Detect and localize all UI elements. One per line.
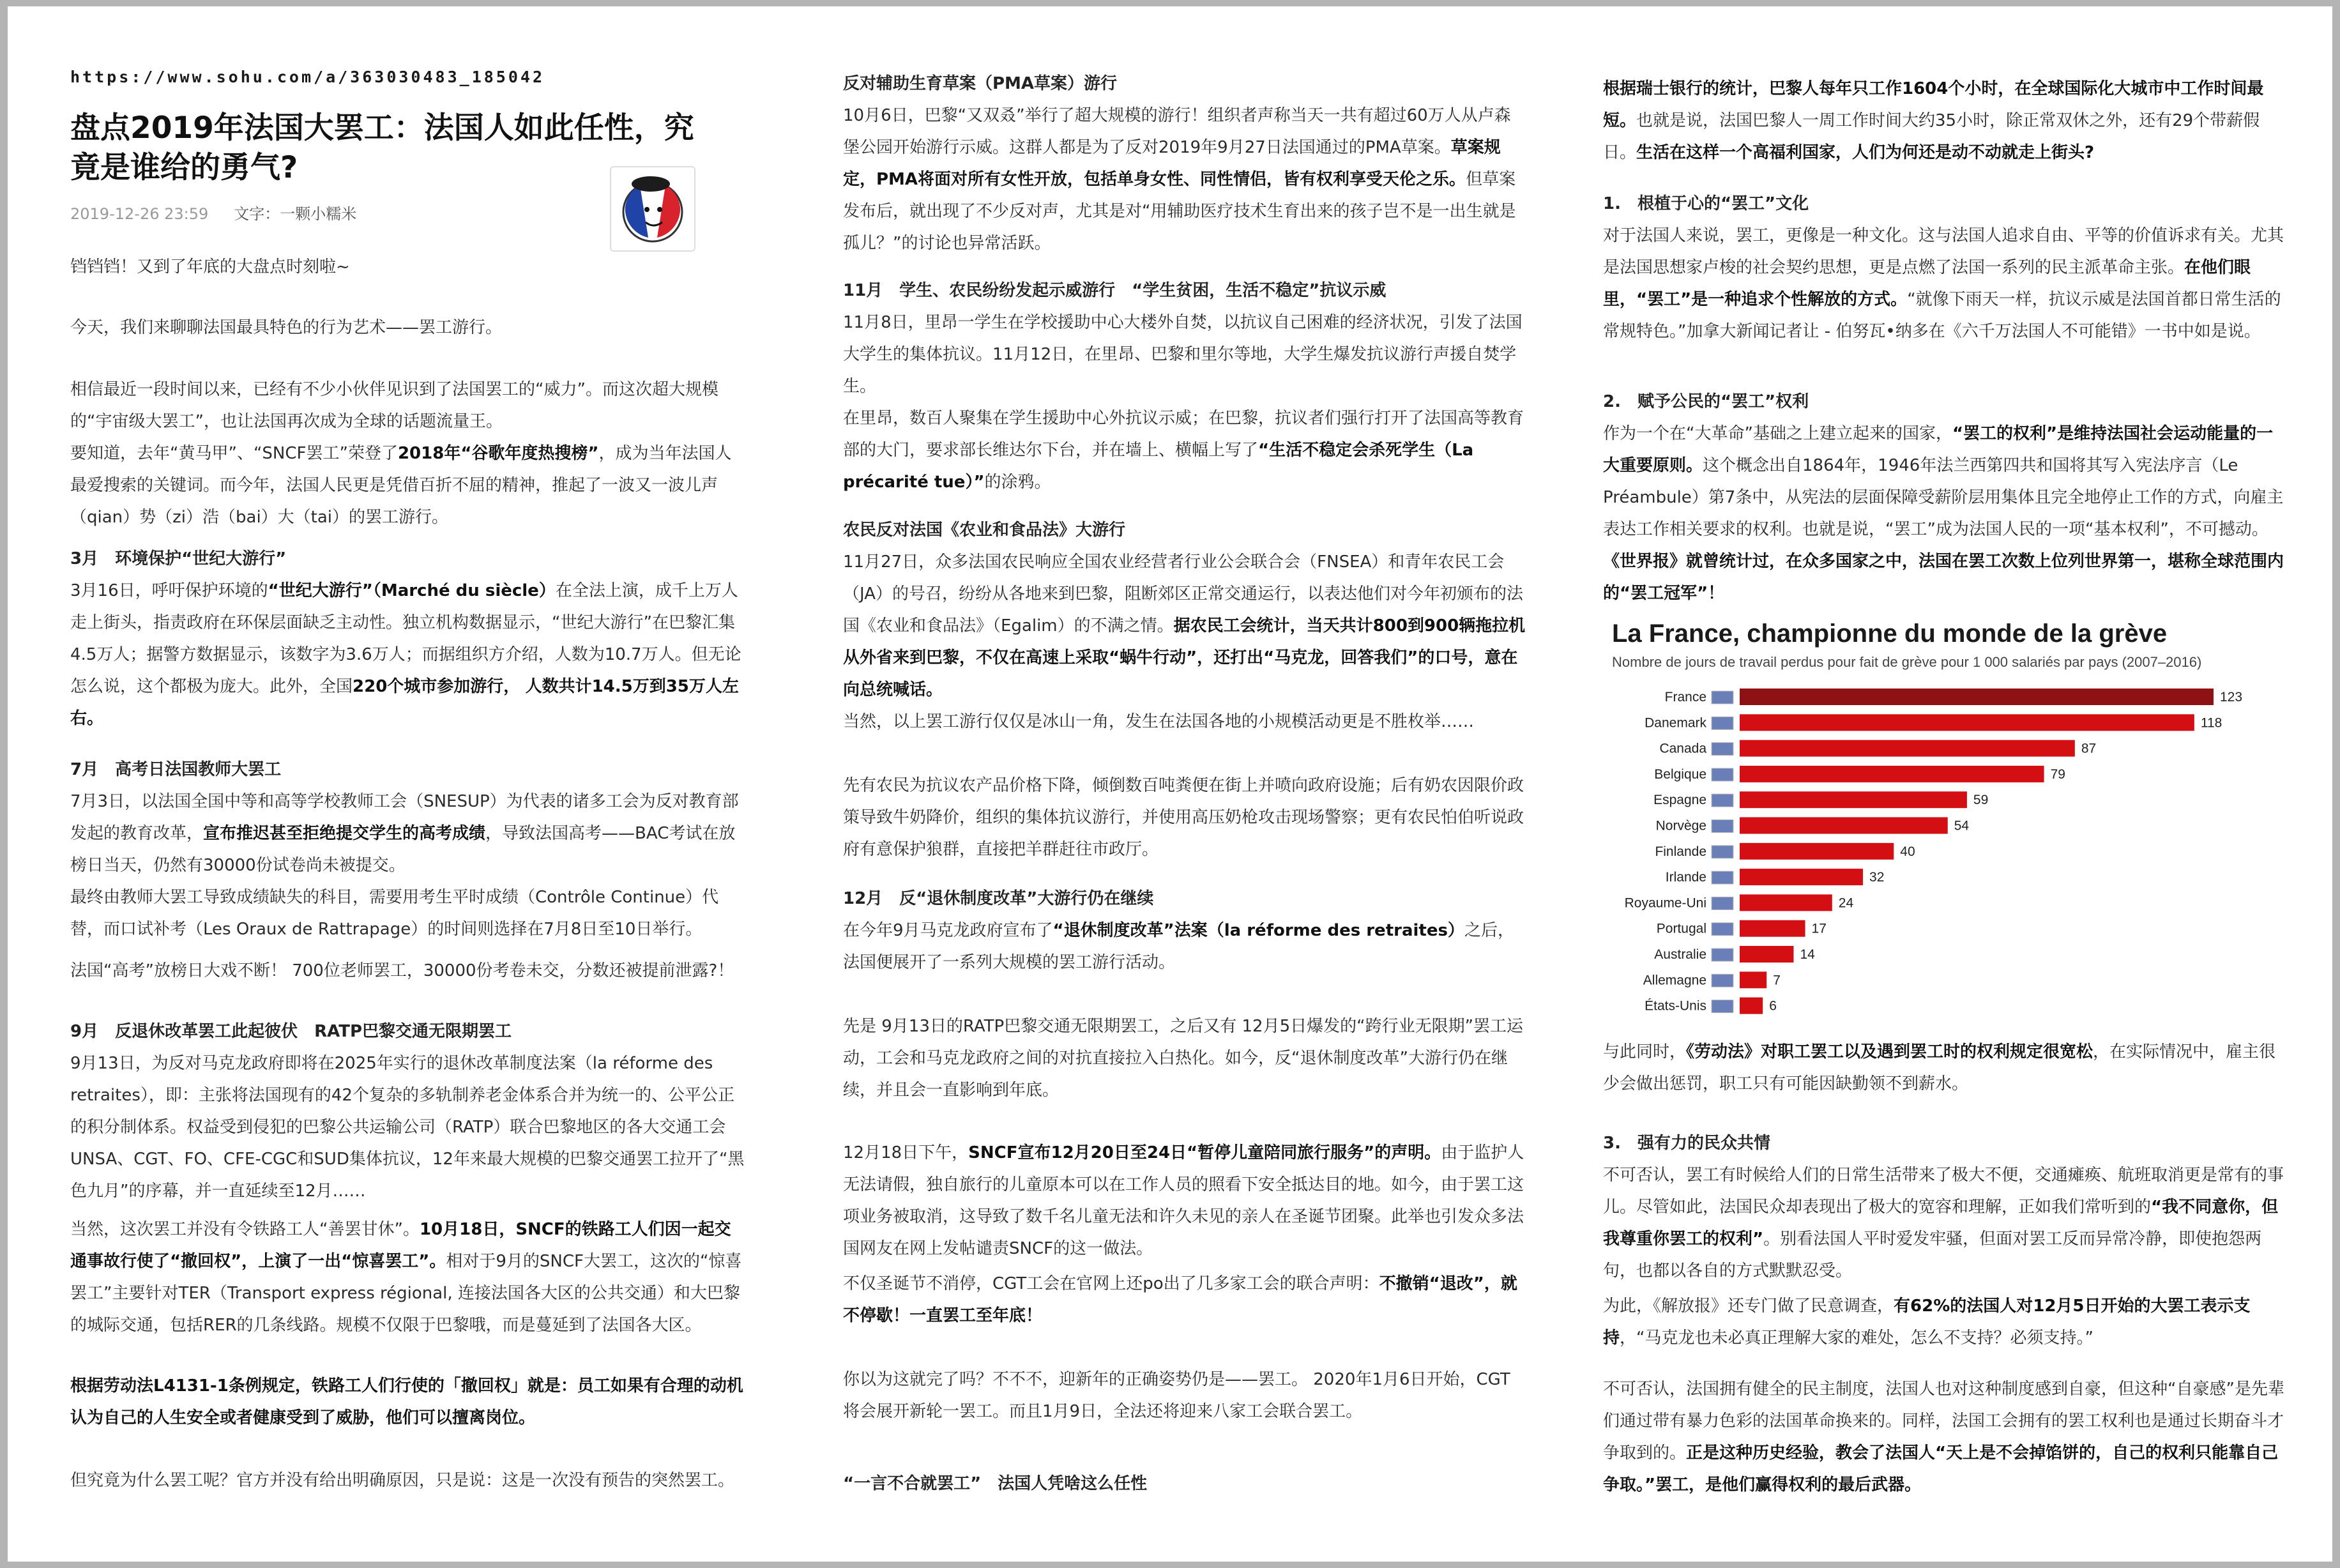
november-paragraph-2: 在里昂，数百人聚集在学生援助中心外抗议示威；在巴黎，抗议者们强行打开了法国高等教育部的大门，要求部长维达尔下台，并在墙上、横幅上写了“生活不稳定会杀死学生（La précarité tue）”的涂鸦。 <box>843 409 1524 492</box>
heading-empathy: 3. 强有力的民众共情 <box>1603 1134 1770 1153</box>
country-label: Norvège <box>1655 818 1706 833</box>
heading-pma: 反对辅助生育草案（PMA草案）游行 <box>843 74 1118 93</box>
bar <box>1740 740 2075 757</box>
country-label: Royaume-Uni <box>1624 895 1706 911</box>
author: 文字：一颗小糯米 <box>234 205 357 223</box>
publish-date: 2019-12-26 23:59 <box>70 205 209 223</box>
bar <box>1740 998 1763 1014</box>
bar <box>1740 791 1967 808</box>
bar-value-label: 118 <box>2200 715 2222 731</box>
flag-icon <box>1712 820 1733 833</box>
author-avatar[interactable] <box>610 166 695 252</box>
empathy-paragraph: 不可否认，罢工有时候给人们的日常生活带来了极大不便，交通瘫痪、航班取消更是常有的事儿。尽管如此，法国民众却表现出了极大的宽容和理解，正如我们常听到的“我不同意你，但我尊重你罢工的权利”。别看法国人平时爱发牢骚，但面对罢工反而异常冷静，即使抱怨两句，也都以各自的方式默默忍受。 <box>1603 1166 2284 1281</box>
country-label: Portugal <box>1656 921 1706 936</box>
december-paragraph-1: 在今年9月马克龙政府宣布了“退休制度改革”法案（la réforme des retraites）之后，法国便展开了一系列大规模的罢工游行活动。 <box>843 921 1514 972</box>
september-paragraph-1: 9月13日，为反对马克龙政府即将在2025年实行的退休改革制度法案（la réforme des retraites），即：主张将法国现有的42个复杂的多轨制养老金体系合并为统一的、公平公正的积分制体系。权益受到侵犯的巴黎公共运输公司（RATP）联合巴黎地区的各大交通工会UNSA、CGT、FO、CFE-CGC和SUD集体抗议，12年来最大规模的巴黎交通罢工拉开了“黑色九月”的序幕，并一直延续至12月…… <box>70 1054 745 1201</box>
july-paragraph-3: 法国“高考”放榜日大戏不断！ 700位老师罢工，30000份考卷未交，分数还被提前泄露?！ <box>70 961 734 980</box>
chart-title: La France, championne du monde de la grève <box>1612 620 2168 648</box>
intro-paragraph-3: 相信最近一段时间以来，已经有不少小伙伴见识到了法国罢工的“威力”。而这次超大规模的“宇宙级大罢工”，也让法国再次成为全球的话题流量王。 <box>70 380 718 431</box>
flag-icon <box>1712 923 1733 936</box>
bar-value-label: 24 <box>1838 895 1854 911</box>
bar-value-label: 123 <box>2220 690 2243 704</box>
march-paragraph: 3月16日，呼吁保护环境的“世纪大游行”（Marché du siècle）在全法上演，成千上万人走上街头，指责政府在环保层面缺乏主动性。独立机构数据显示，“世纪大游行”在巴黎汇集4.5万人；据警方数据显示，该数字为3.6万人；而据组织方介绍，人数为10.7万人。但无论怎么说，这个都极为庞大。此外，全国220个城市参加游行， 人数共计14.5万到35万人左右。 <box>70 581 741 728</box>
july-paragraph-1: 7月3日，以法国全国中等和高等学校教师工会（SNESUP）为代表的诸多工会为反对教育部发起的教育改革，宣布推迟甚至拒绝提交学生的高考成绩，导致法国高考——BAC考试在放榜日当天，仍然有30000份试卷尚未被提交。 <box>70 792 739 875</box>
heading-farmers: 农民反对法国《农业和食品法》大游行 <box>843 521 1126 540</box>
culture-paragraph: 对于法国人来说，罢工，更像是一种文化。这与法国人追求自由、平等的价值诉求有关。尤其是法国思想家卢梭的社会契约思想，更是点燃了法国一系列的民主派革命主张。在他们眼里，“罢工”是一种追求个性解放的方式。“就像下雨天一样，抗议示威是法国首都日常生活的常规特色。”加拿大新闻记者让 - 伯努瓦•纳多在《六千万法国人不可能错》一书中如是说。 <box>1603 226 2284 341</box>
page-url: https://www.sohu.com/a/363030483_185042 <box>70 68 545 86</box>
flag-icon <box>1712 768 1733 781</box>
intro-line-1: 铛铛铛！又到了年底的大盘点时刻啦~ <box>70 257 350 277</box>
country-label: Danemark <box>1645 715 1706 731</box>
country-label: États-Unis <box>1645 998 1706 1014</box>
flag-icon <box>1712 846 1733 858</box>
december-paragraph-3: 12月18日下午，SNCF宣布12月20日至24日“暂停儿童陪同旅行服务”的声明。由于监护人无法请假，独自旅行的儿童原本可以在工作人员的照看下安全抵达目的地。如今，由于罢工这项业务被取消，这导致了数千名儿童无法和许久未见的亲人在圣诞节团聚。此举也引发众多法国网友在网上发帖谴责SNCF的这一做法。 <box>843 1143 1524 1258</box>
bar <box>1740 843 1894 860</box>
november-paragraph-1: 11月8日，里昂一学生在学校援助中心大楼外自焚，以抗议自己困难的经济状况，引发了法国大学生的集体抗议。11月12日，在里昂、巴黎和里尔等地，大学生爆发抗议游行声援自焚学生。 <box>843 313 1523 396</box>
country-label: Allemagne <box>1643 973 1706 988</box>
rights-paragraph: 作为一个在“大革命”基础之上建立起来的国家，“罢工的权利”是维持法国社会运动能量的一大重要原则。这个概念出自1864年，1946年法兰西第四共和国将其写入宪法序言（Le Préambule）第7条中，从宪法的层面保障受薪阶层用集体且完全地停止工作的方式，向雇主表达工作相关要求的权利。也就是说，“罢工”成为法国人民的一项“基本权利”，不可撼动。《世界报》就曾统计过，在众多国家之中，法国在罢工次数上位列世界第一，堪称全球范围内的“罢工冠军”！ <box>1603 424 2284 603</box>
bar <box>1740 971 1766 988</box>
page <box>8 6 2332 1562</box>
flag-icon <box>1712 974 1733 987</box>
heading-why-strike: “一言不合就罢工” 法国人凭啥这么任性 <box>843 1474 1148 1493</box>
strike-days-chart <box>1612 620 2289 1028</box>
country-label: Irlande <box>1665 870 1706 885</box>
closing-line: 但究竟为什么罢工呢？官方并没有给出明确原因，只是说：这是一次没有预告的突然罢工。 <box>70 1471 735 1490</box>
bar <box>1740 818 1948 834</box>
farmers-paragraph-3: 先有农民为抗议农产品价格下降，倾倒数百吨粪便在街上并喷向政府设施；后有奶农因限价政策导致牛奶降价，组织的集体抗议游行，并使用高压奶枪攻击现场警察；更有农民怕伯听说政府有意保护狼群，直接把羊群赶往市政厅。 <box>843 776 1524 859</box>
country-label: Espagne <box>1653 793 1706 808</box>
flag-icon <box>1712 743 1733 756</box>
heading-december: 12月 反“退休制度改革”大游行仍在继续 <box>843 889 1154 908</box>
december-paragraph-5: 你以为这就完了吗？不不不，迎新年的正确姿势仍是——罢工。 2020年1月6日开始，CGT将会展开新轮一罢工。而且1月9日，全法还将迎来八家工会联合罢工。 <box>843 1370 1510 1421</box>
flag-icon <box>1712 871 1733 884</box>
flag-icon <box>1712 897 1733 910</box>
country-label: Canada <box>1659 741 1706 756</box>
flag-icon <box>1712 1000 1733 1013</box>
bar <box>1740 894 1832 911</box>
bar-value-label: 54 <box>1954 818 1970 833</box>
farmers-paragraph-1: 11月27日，众多法国农民响应全国农业经营者行业公会联合会（FNSEA）和青年农民工会（JA）的号召，纷纷从各地来到巴黎，阻断郊区正常交通运行，以表达他们对今年初颁布的法国《农业和食品法》（Egalim）的不满之情。据农民工会统计，当天共计800到900辆拖拉机从外省来到巴黎，不仅在高速上采取“蜗牛行动”，还打出“马克龙，回答我们”的口号，意在向总统喊话。 <box>843 552 1526 699</box>
bar-value-label: 59 <box>1973 793 1989 808</box>
pma-paragraph: 10月6日，巴黎“又双叒”举行了超大规模的游行！组织者声称当天一共有超过60万人从卢森堡公园开始游行示威。这群人都是为了反对2019年9月27日法国通过的PMA草案。草案规定，PMA将面对所有女性开放，包括单身女性、同性情侣，皆有权利享受天伦之乐。但草案发布后，就出现了不少反对声，尤其是对“用辅助医疗技术生育出来的孩子岂不是一出生就是孤儿？”的讨论也异常活跃。 <box>843 106 1516 253</box>
bar-value-label: 32 <box>1869 870 1885 885</box>
country-label: Finlande <box>1655 844 1706 859</box>
democracy-paragraph: 不可否认，法国拥有健全的民主制度，法国人也对这种制度感到自豪，但这种“自豪感”是先辈们通过带有暴力色彩的法国革命换来的。同样，法国工会拥有的罢工权利也是通过长期奋斗才争取到的。正是这种历史经验，教会了法国人“天上是不会掉馅饼的，自己的权利只能靠自己争取。”罢工，是他们赢得权利的最后武器。 <box>1603 1380 2284 1495</box>
farmers-paragraph-2: 当然，以上罢工游行仅仅是冰山一角，发生在法国各地的小规模活动更是不胜枚举…… <box>843 712 1475 731</box>
poll-paragraph: 为此，《解放报》还专门做了民意调查，有62%的法国人对12月5日开始的大罢工表示支持，“马克龙也未必真正理解大家的难处，怎么不支持？必须支持。” <box>1603 1297 2251 1348</box>
bar <box>1740 689 2214 705</box>
flag-icon <box>1712 691 1733 704</box>
intro-line-2: 今天，我们来聊聊法国最具特色的行为艺术——罢工游行。 <box>70 318 503 337</box>
bar-value-label: 87 <box>2081 741 2097 756</box>
bar-value-label: 40 <box>1900 844 1915 859</box>
labour-code-paragraph: 与此同时，《劳动法》对职工罢工以及遇到罢工时的权利规定很宽松，在实际情况中，雇主很少会做出惩罚，职工只有可能因缺勤领不到薪水。 <box>1603 1042 2276 1093</box>
heading-november: 11月 学生、农民纷纷发起示威游行 “学生贫困，生活不稳定”抗议示威 <box>843 281 1387 300</box>
july-paragraph-2: 最终由教师大罢工导致成绩缺失的科目，需要用考生平时成绩（Contrôle Continue）代替，而口试补考（Les Oraux de Rattrapage）的时间则选择在7月8日至10日举行。 <box>70 888 719 939</box>
flag-icon <box>1712 794 1733 807</box>
flag-icon <box>1712 717 1733 729</box>
december-paragraph-2: 先是 9月13日的RATP巴黎交通无限期罢工，之后又有 12月5日爆发的“跨行业无限期”罢工运动，工会和马克龙政府之间的对抗直接拉入白热化。如今，反“退休制度改革”大游行仍在继续，并且会一直影响到年底。 <box>843 1017 1524 1100</box>
bar <box>1740 946 1793 963</box>
cartoon-avatar-icon <box>611 167 694 250</box>
bar-value-label: 79 <box>2050 766 2065 782</box>
country-label: Australie <box>1654 947 1706 962</box>
flag-icon <box>1712 948 1733 961</box>
labour-law-paragraph: 根据劳动法L4131-1条例规定，铁路工人们行使的「撤回权」就是：员工如果有合理的动机认为自己的人生安全或者健康受到了威胁，他们可以擅离岗位。 <box>70 1376 743 1427</box>
bar-value-label: 14 <box>1800 947 1815 962</box>
bar-value-label: 7 <box>1773 973 1781 988</box>
bar <box>1740 766 2044 782</box>
bar <box>1740 920 1805 937</box>
bar-value-label: 6 <box>1769 998 1777 1014</box>
heading-culture: 1. 根植于心的“罢工”文化 <box>1603 194 1809 213</box>
article-title: 盘点2019年法国大罢工：法国人如此任性，究竟是谁给的勇气? <box>70 110 694 185</box>
heading-july: 7月 高考日法国教师大罢工 <box>70 760 282 779</box>
december-paragraph-4: 不仅圣诞节不消停，CGT工会在官网上还po出了几多家工会的联合声明：不撤销“退改”，就不停歇！一直罢工至年底！ <box>843 1274 1517 1325</box>
intro-paragraph-4: 要知道，去年“黄马甲”、“SNCF罢工”荣登了2018年“谷歌年度热搜榜”，成为当年法国人最爱搜索的关键词。而今年，法国人民更是凭借百折不屈的精神，推起了一波又一波儿声（qian）势（zi）浩（bai）大（tai）的罢工游行。 <box>70 444 732 527</box>
country-label: France <box>1664 690 1706 704</box>
heading-rights: 2. 赋予公民的“罢工”权利 <box>1603 392 1809 411</box>
chart-plot <box>1612 620 2289 1028</box>
heading-september: 9月 反退休改革罢工此起彼伏 RATP巴黎交通无限期罢工 <box>70 1022 512 1041</box>
ubs-paragraph: 根据瑞士银行的统计，巴黎人每年只工作1604个小时，在全球国际化大城市中工作时间最短。也就是说，法国巴黎人一周工作时间大约35小时，除正常双休之外，还有29个带薪假日。生活在这样一个高福利国家，人们为何还是动不动就走上街头? <box>1603 79 2264 162</box>
article-meta <box>70 201 356 224</box>
september-paragraph-2: 当然，这次罢工并没有令铁路工人“善罢甘休”。10月18日，SNCF的铁路工人们因一起交通事故行使了“撤回权”，上演了一出“惊喜罢工”。相对于9月的SNCF大罢工，这次的“惊喜罢工”主要针对TER（Transport express régional, 连接法国各大区的公共交通）和大巴黎的城际交通，包括RER的几条线路。规模不仅限于巴黎哦，而是蔓延到了法国各大区。 <box>70 1220 742 1335</box>
bar-value-label: 17 <box>1811 921 1827 936</box>
bar <box>1740 869 1863 885</box>
bar <box>1740 714 2194 731</box>
country-label: Belgique <box>1654 766 1706 782</box>
heading-march: 3月 环境保护“世纪大游行” <box>70 549 287 568</box>
chart-subtitle: Nombre de jours de travail perdus pour fait de grève pour 1 000 salariés par pays (2007–2016) <box>1612 654 2202 670</box>
